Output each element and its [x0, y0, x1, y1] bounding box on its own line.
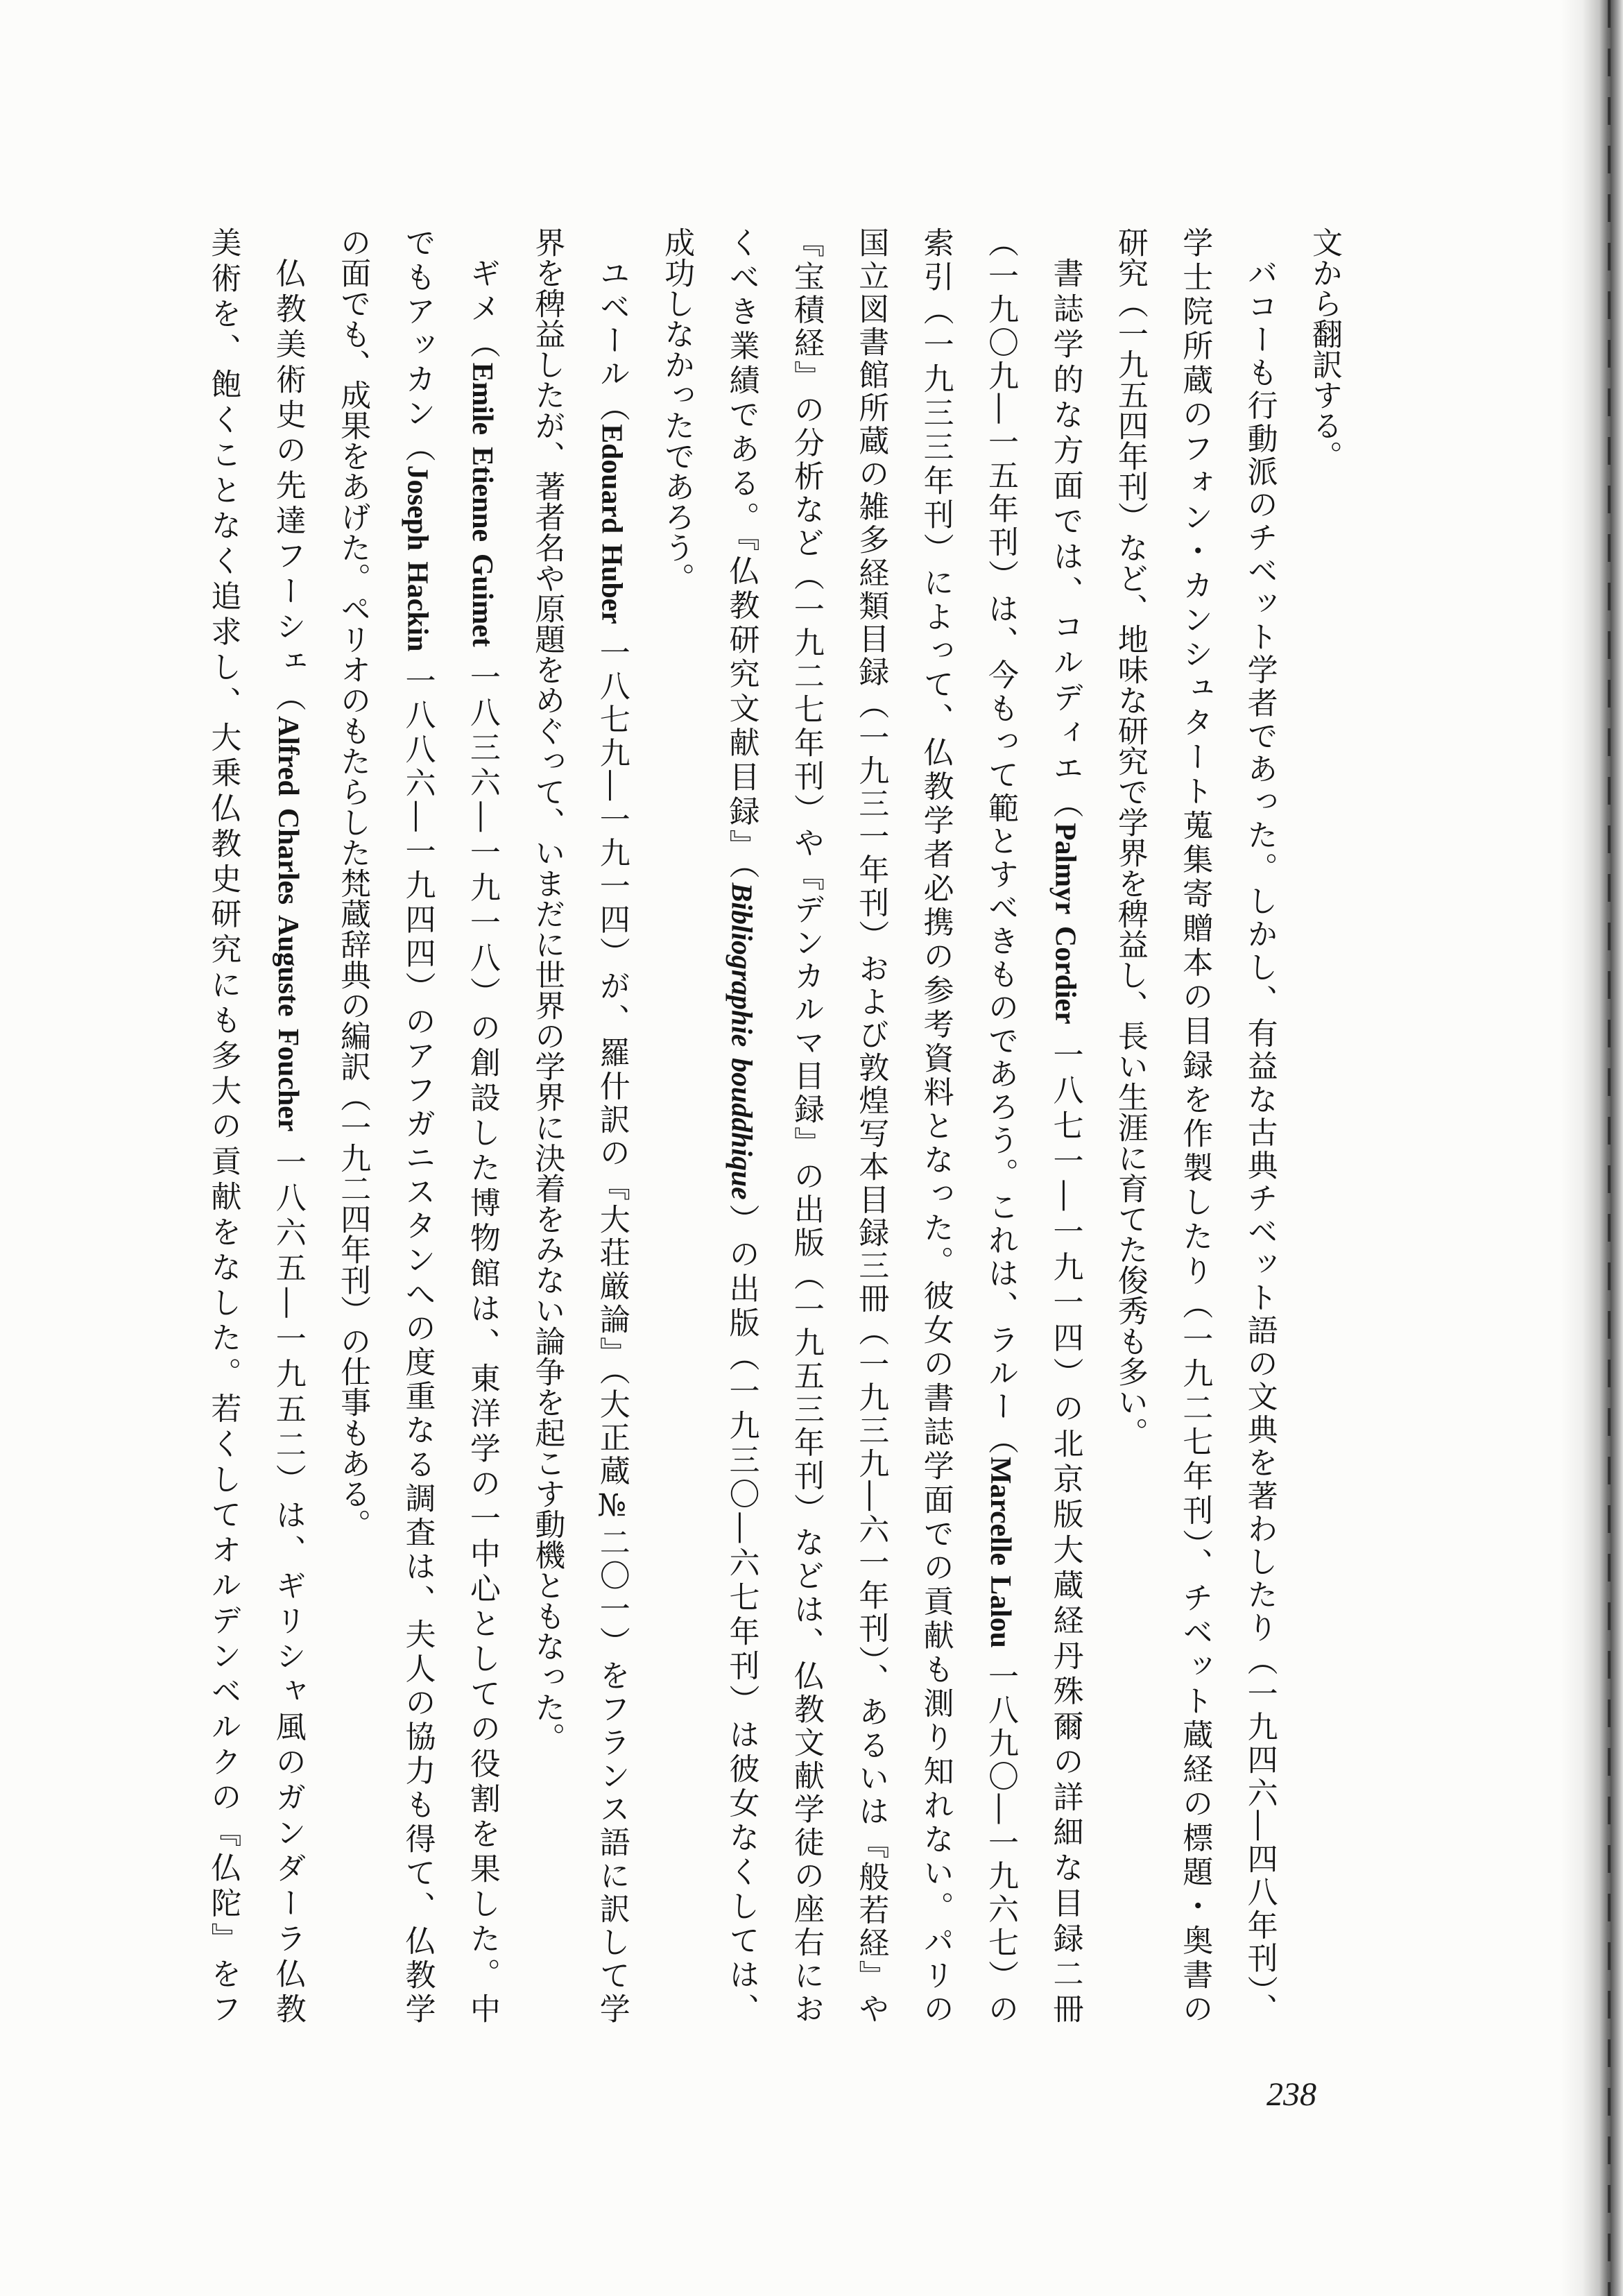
column-text: の面でも、成果をあげた。ペリオのもたらした梵蔵辞典の編訳（一九二四年刊）の仕事もある。: [335, 227, 371, 1539]
column-text: 文から翻訳する。: [1307, 227, 1342, 471]
column-text: 仏教美術史の先達フーシェ（: [270, 257, 306, 717]
text-column: [773, 227, 838, 2023]
column-text: 界を稗益したが、著者名や原題をめぐって、いまだに世界の学界に決着をみない論争を起こす動機ともなった。: [529, 227, 565, 1753]
column-text: 『宝積経』の分析など（一九二七年刊）や『デンカルマ目録』の出版（一九五三年刊）などは、仏教文献学徒の座右にお: [788, 227, 824, 2023]
text-column: [1292, 227, 1357, 2023]
text-column: [191, 227, 255, 2023]
column-text: ギメ（: [464, 257, 500, 363]
latin-term: Palmyr Cordier: [1049, 823, 1081, 1025]
text-column: [1162, 227, 1227, 2023]
column-text: 一八七九―一九一四）が、羅什訳の『大荘厳論』（大正蔵№二〇一）をフランス語に訳して学: [594, 624, 630, 2023]
text-column: [255, 227, 320, 2023]
text-column: [579, 227, 644, 2023]
column-text: 一八七一―一九一四）の北京版大蔵経丹殊爾の詳細な目録二冊: [1047, 1024, 1083, 2023]
column-text: 一八六五―一九五二）は、ギリシャ風のガンダーラ仏教: [270, 1131, 306, 2023]
page-edge-streak: [1608, 0, 1611, 2296]
binding-shadow: [1561, 0, 1623, 2296]
text-column: [1033, 227, 1097, 2023]
latin-term: Marcelle Lalou: [984, 1456, 1017, 1648]
text-column: [839, 227, 903, 2023]
text-column: [515, 227, 579, 2023]
column-text: 成功しなかったであろう。: [659, 227, 695, 593]
text-column: [968, 227, 1033, 2023]
column-text: 索引（一九三三年刊）によって、仏教学者必携の参考資料となった。彼女の書誌学面での貢献も測り知れない。パリの: [918, 227, 954, 2023]
latin-term: Bibliographie bouddhique: [725, 882, 757, 1200]
column-text: 一八九〇―一九六七）の: [983, 1647, 1019, 2023]
page-number: 238: [1266, 2076, 1316, 2113]
text-column: [450, 227, 515, 2023]
body-text: [190, 227, 1357, 2023]
latin-term: Emile Etienne Guimet: [465, 362, 498, 647]
column-text: ）の出版（一九三〇―六七年刊）は彼女なくしては、: [723, 1199, 759, 2023]
column-text: でもアッカン（: [400, 227, 436, 465]
column-text: 一八三六―一九一八）の創設した博物館は、東洋学の一中心としての役割を果した。中: [464, 646, 500, 2024]
latin-term: Joseph Hackin: [401, 465, 433, 652]
text-column: [1097, 227, 1162, 2023]
column-text: 一八八六―一九四四）のアフガニスタンへの度重なる調査は、夫人の協力も得て、仏教学: [400, 651, 436, 2023]
column-text: バコーも行動派のチベット学者であった。しかし、有益な古典チベット語の文典を著わしたり（一九四六―四八年刊）、: [1242, 257, 1278, 2023]
column-text: 書誌学的な方面では、コルディエ（: [1047, 257, 1083, 823]
column-text: ユベール（: [594, 257, 630, 425]
column-text: 国立図書館所蔵の雑多経類目録（一九三一年刊）および敦煌写本目録三冊（一九三九―六一年刊）、あるいは『般若経』や: [853, 227, 889, 2024]
column-text: くべき業績である。『仏教研究文献目録』（: [723, 227, 759, 883]
latin-term: Edouard Huber: [595, 424, 628, 624]
text-column: [385, 227, 449, 2023]
text-column: [709, 227, 773, 2023]
text-column: [903, 227, 968, 2023]
text-column: [644, 227, 709, 2023]
text-column: [320, 227, 385, 2023]
latin-term: Alfred Charles Auguste Foucher: [271, 716, 304, 1132]
text-column: [1227, 227, 1291, 2023]
column-text: 美術を、飽くことなく追求し、大乗仏教史研究にも多大の貢献をなした。若くしてオルデンベルクの『仏陀』をフ: [205, 227, 241, 2024]
column-text: 研究（一九五四年刊）など、地味な研究で学界を稗益し、長い生涯に育てた俊秀も多い。: [1112, 227, 1148, 1448]
column-text: （一九〇九―一五年刊）は、今もって範とすべきものであろう。これは、ラルー（: [983, 227, 1019, 1457]
column-text: 学士院所蔵のフォン・カンシュタート蒐集寄贈本の目録を作製したり（一九二七年刊）、チベット蔵経の標題・奥書の: [1177, 227, 1213, 2023]
